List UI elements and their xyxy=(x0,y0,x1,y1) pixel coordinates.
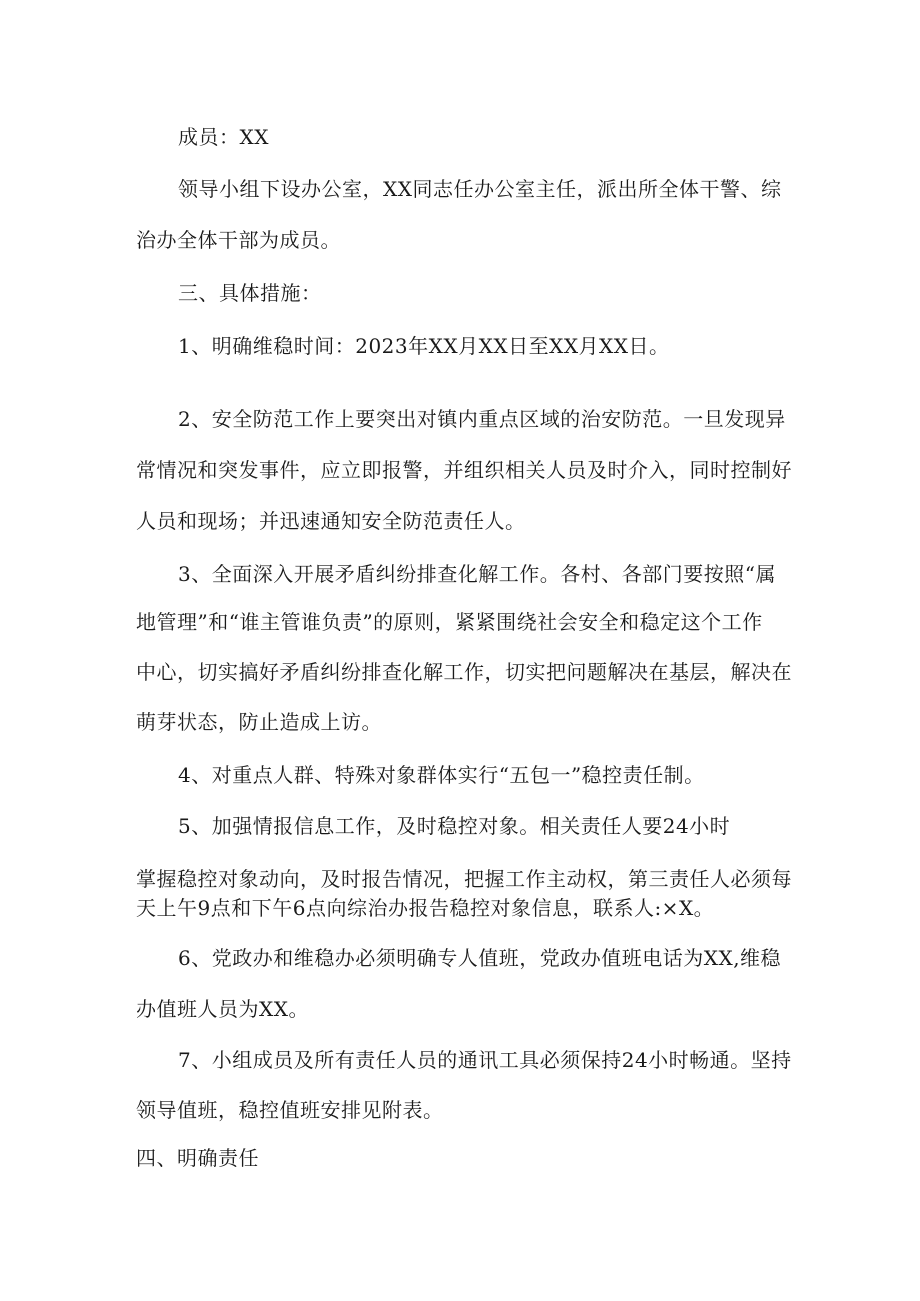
item-3-line-4: 萌芽状态，防止造成上访。 xyxy=(136,710,382,734)
item-5-line-1: 5、加强情报信息工作，及时稳控对象。相关责任人要24小时 xyxy=(178,814,731,838)
section-4-heading: 四、明确责任 xyxy=(136,1146,259,1170)
item-2-line-1: 2、安全防范工作上要突出对镇内重点区域的治安防范。一旦发现异 xyxy=(178,407,786,431)
item-6-line-1: 6、党政办和维稳办必须明确专人值班，党政办值班电话为XX,维稳 xyxy=(178,946,782,970)
item-2-line-2: 常情况和突发事件，应立即报警，并组织相关人员及时介入，同时控制好 xyxy=(136,458,792,482)
item-3-line-1: 3、全面深入开展矛盾纠纷排查化解工作。各村、各部门要按照“属 xyxy=(178,562,776,586)
members-line: 成员：XX xyxy=(178,125,269,149)
item-1-line-1: 1、明确维稳时间：2023年XX月XX日至XX月XX日。 xyxy=(178,334,670,358)
item-7-line-1: 7、小组成员及所有责任人员的通讯工具必须保持24小时畅通。坚持 xyxy=(178,1048,792,1072)
office-para-line-1: 领导小组下设办公室，XX同志任办公室主任，派出所全体干警、综 xyxy=(178,177,782,201)
item-7-line-2: 领导值班，稳控值班安排见附表。 xyxy=(136,1098,444,1122)
item-4-line-1: 4、对重点人群、特殊对象群体实行“五包一”稳控责任制。 xyxy=(178,763,705,787)
item-5-line-3: 天上午9点和下午6点向综治办报告稳控对象信息，联系人:×X。 xyxy=(136,896,715,920)
item-3-line-2: 地管理”和“谁主管谁负责”的原则，紧紧围绕社会安全和稳定这个工作 xyxy=(136,610,763,634)
item-6-line-2: 办值班人员为XX。 xyxy=(136,997,309,1021)
item-2-line-3: 人员和现场；并迅速通知安全防范责任人。 xyxy=(136,509,526,533)
item-3-line-3: 中心，切实搞好矛盾纠纷排查化解工作，切实把问题解决在基层，解决在 xyxy=(136,660,792,684)
item-5-line-2: 掌握稳控对象动向，及时报告情况，把握工作主动权，第三责任人必须每 xyxy=(136,867,792,891)
section-3-heading: 三、具体措施： xyxy=(178,281,322,305)
office-para-line-2: 治办全体干部为成员。 xyxy=(136,228,341,252)
